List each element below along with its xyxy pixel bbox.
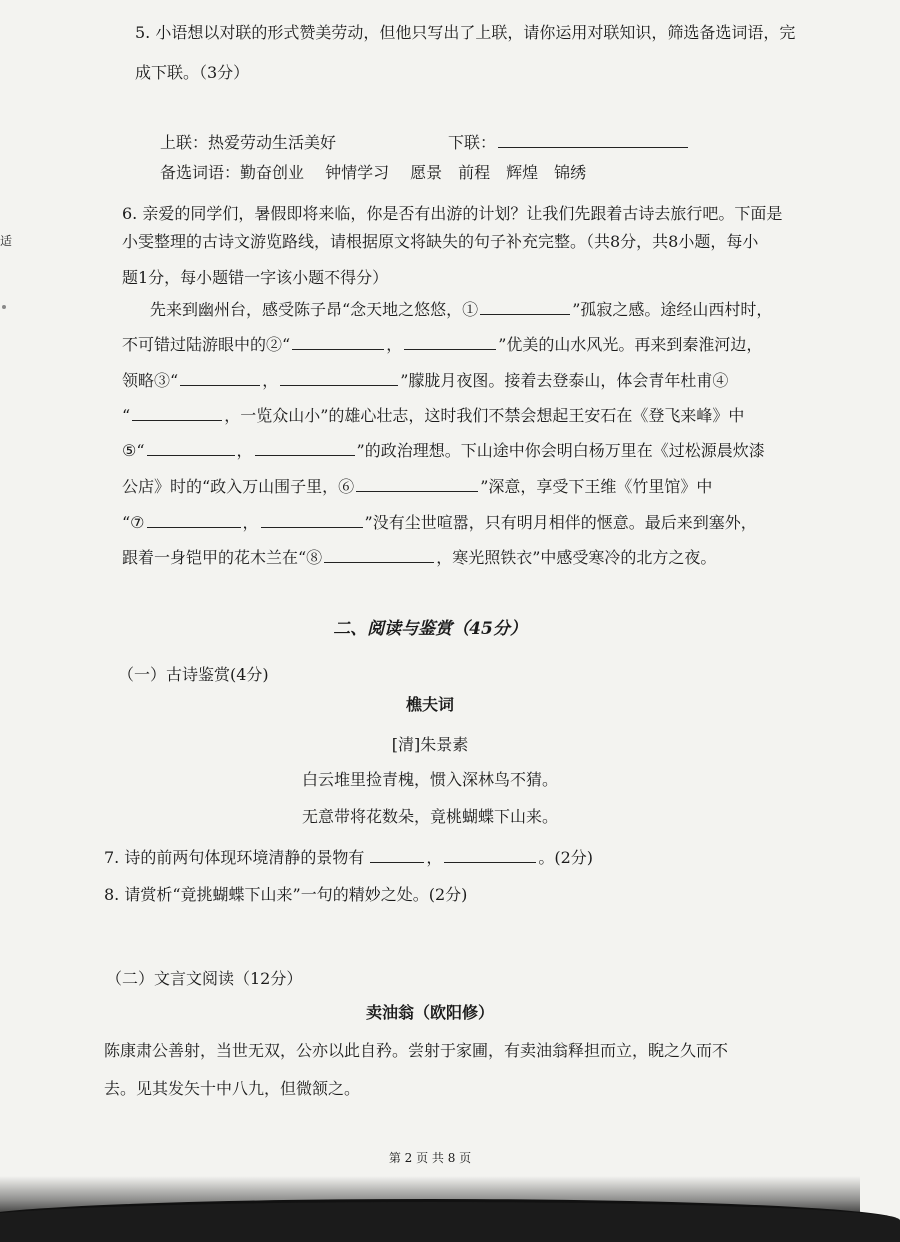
text: 不可错过陆游眼中的②“ — [122, 335, 291, 354]
text: ”朦胧月夜图。接着去登泰山，体会青年杜甫④ — [400, 371, 729, 390]
prose-line2: 去。见其发矢十中八九，但微颔之。 — [104, 1079, 361, 1098]
blank-5b[interactable] — [255, 441, 355, 456]
blank-2b[interactable] — [404, 335, 496, 350]
text: ， — [262, 371, 279, 390]
text: 跟着一身铠甲的花木兰在“⑧ — [122, 548, 323, 567]
q6-line3: 题1分，每小题错一字该小题不得分） — [122, 268, 389, 287]
text: ， — [236, 441, 253, 460]
text: ”孤寂之感。途经山西村时， — [572, 300, 773, 319]
q6-para-line5 — [122, 440, 765, 462]
q7 — [104, 847, 593, 869]
blank-3a[interactable] — [180, 371, 260, 386]
blank-7b[interactable] — [261, 513, 363, 528]
page-footer: 第 2 页 共 8 页 — [388, 1151, 472, 1165]
q6-para-line3 — [122, 370, 728, 392]
text: 先来到幽州台，感受陈子昂“念天地之悠悠，① — [150, 300, 479, 319]
blank-1[interactable] — [480, 300, 570, 315]
q5-line2: 成下联。（3分） — [135, 63, 250, 82]
text: 公店》时的“政入万山围子里，⑥ — [122, 477, 355, 496]
blank-5a[interactable] — [147, 441, 235, 456]
q6-para-line6 — [122, 476, 712, 498]
poem-author: [清]朱景素 — [391, 735, 469, 754]
blank-7a[interactable] — [147, 513, 241, 528]
text: ， — [426, 848, 443, 867]
section2-heading: 二、阅读与鉴赏（45分） — [333, 619, 527, 639]
prose-title: 卖油翁（欧阳修） — [365, 1003, 494, 1022]
page-edge-dot — [2, 305, 6, 309]
xialian-blank[interactable] — [498, 133, 688, 148]
prose-line1: 陈康肃公善射，当世无双，公亦以此自矜。尝射于家圃，有卖油翁释担而立，睨之久而不 — [104, 1041, 729, 1060]
text: ”的政治理想。下山途中你会明白杨万里在《过松源晨炊漆 — [356, 441, 765, 460]
q5-xialian — [448, 132, 690, 154]
q6-para-line4 — [122, 405, 744, 427]
text: ， — [242, 513, 259, 532]
text: 。(2分) — [538, 848, 594, 867]
poem-line1: 白云堆里捡青槐，惯入深林鸟不猜。 — [301, 770, 558, 789]
text: ，一览众山小”的雄心壮志，这时我们不禁会想起王安石在《登飞来峰》中 — [224, 406, 745, 425]
page-edge-char: 适 — [0, 234, 13, 248]
text: “⑦ — [122, 513, 145, 532]
section2-sub2: （二）文言文阅读（12分） — [106, 969, 303, 988]
text: “ — [122, 406, 131, 425]
q8: 8. 请赏析“竟挑蝴蝶下山来”一句的精妙之处。(2分) — [104, 885, 468, 904]
text: ⑤“ — [122, 441, 145, 460]
blank-2a[interactable] — [292, 335, 384, 350]
text: ”深意，享受下王维《竹里馆》中 — [480, 477, 713, 496]
blank-3b[interactable] — [280, 371, 398, 386]
blank-6[interactable] — [356, 477, 478, 492]
q6-para-line7 — [122, 512, 757, 534]
q6-line2: 小雯整理的古诗文游览路线，请根据原文将缺失的句子补充完整。（共8分，共8小题，每小 — [122, 232, 759, 251]
text: 领略③“ — [122, 371, 179, 390]
text: ，寒光照铁衣”中感受寒冷的北方之夜。 — [436, 548, 717, 567]
q6-para-line8 — [122, 547, 716, 569]
q7-blank-b[interactable] — [444, 848, 536, 863]
text: ， — [386, 335, 403, 354]
q6-line1: 6. 亲爱的同学们，暑假即将来临，你是否有出游的计划？让我们先跟着古诗去旅行吧。下面是 — [122, 204, 783, 223]
blank-8[interactable] — [324, 548, 434, 563]
q5-line1: 5. 小语想以对联的形式赞美劳动，但他只写出了上联，请你运用对联知识，筛选备选词语，完 — [135, 23, 796, 42]
q6-para-line2 — [122, 334, 762, 356]
text: 7. 诗的前两句体现环境清静的景物有 — [104, 848, 365, 867]
xialian-label: 下联： — [448, 133, 497, 152]
q5-shanglian: 上联：热爱劳动生活美好 — [160, 133, 337, 152]
poem-title: 樵夫词 — [405, 695, 454, 714]
text: ”没有尘世喧嚣，只有明月相伴的惬意。最后来到塞外， — [364, 513, 757, 532]
q5-candidates: 备选词语：勤奋创业 钟情学习 愿景 前程 辉煌 锦绣 — [160, 163, 587, 182]
section2-sub1: （一）古诗鉴赏(4分) — [118, 665, 269, 684]
poem-line2: 无意带将花数朵，竟桃蝴蝶下山来。 — [301, 807, 558, 826]
q7-blank-a[interactable] — [370, 848, 424, 863]
q6-para-line1 — [150, 299, 772, 321]
blank-4[interactable] — [132, 406, 222, 421]
scan-edge — [0, 1199, 900, 1242]
text: ”优美的山水风光。再来到秦淮河边， — [498, 335, 763, 354]
